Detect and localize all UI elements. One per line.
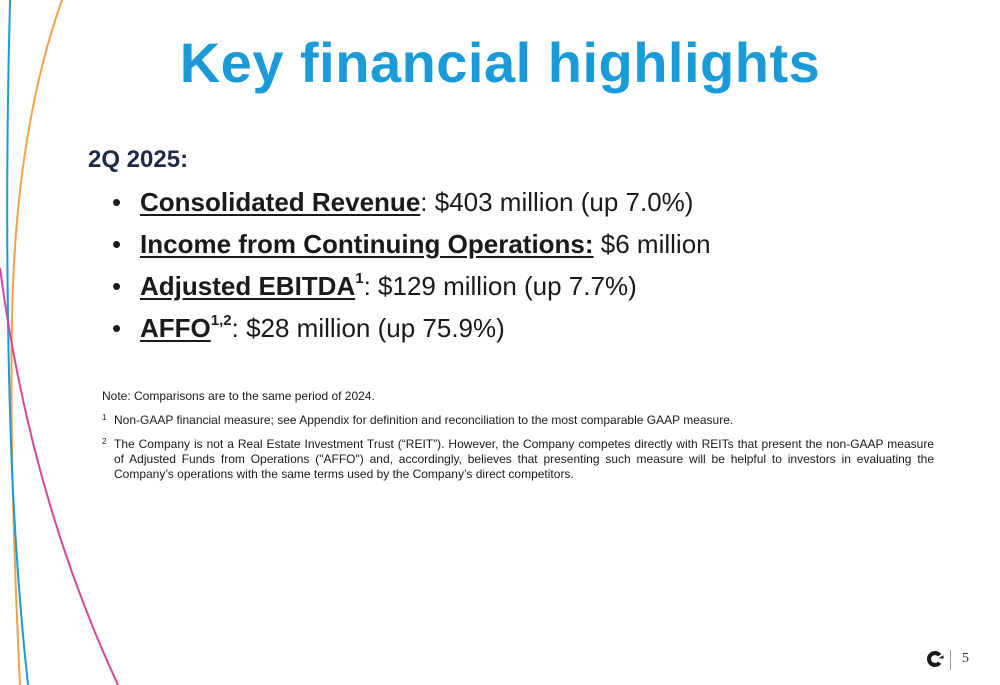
bullet-dot-icon: • [112,187,122,217]
footnote-mark: 1 [102,413,107,422]
footnote-text: Non-GAAP financial measure; see Appendix for definition and reconciliation to the most comparable GAAP measure. [114,413,734,427]
footnote-mark: 2 [102,437,107,446]
term-colon: : [231,313,239,343]
bullet-dot-icon: • [112,229,122,259]
footnote-reference: 1,2 [210,312,232,329]
footnote-reference: 1 [355,270,364,287]
company-logo-icon [926,650,944,668]
bullet-dot-icon: • [112,271,122,301]
footer-divider [950,650,951,670]
term-value: $6 million [593,229,711,259]
highlights-list [112,181,711,349]
period-heading: 2Q 2025: [88,146,189,173]
notes-section [102,389,934,491]
bullet-dot-icon: • [112,313,122,343]
footnote-text: The Company is not a Real Estate Investment Trust (“REIT”). However, the Company competes directly with REITs that present the non-GAAP measure of Adjusted Funds from Operations ("AFFO") and, accordingly, believes that presenting such measure will be helpful to investors in evaluating the Company’s operations with the same terms used by the Company’s direct competitors. [114,437,934,481]
list-item-adjusted-ebitda [112,265,711,307]
term-label: Income from Continuing Operations: [140,229,594,259]
term-label: Consolidated Revenue [140,187,421,217]
page-number: 5 [962,651,969,666]
list-item-consolidated-revenue [112,181,711,223]
list-item-income-continuing-operations [112,223,711,265]
term-label: Adjusted EBITDA [140,271,356,301]
comparison-note: Note: Comparisons are to the same period of 2024. [102,389,375,403]
term-colon: : [363,271,371,301]
term-colon: : [420,187,428,217]
footnote-1 [102,413,934,428]
list-item-affo [112,307,711,349]
term-label: AFFO [140,313,211,343]
footnote-2 [102,437,934,482]
page-title: Key financial highlights [179,31,821,94]
term-value: $129 million (up 7.7%) [370,271,637,301]
term-value: $403 million (up 7.0%) [427,187,694,217]
decorative-curve-blue [7,0,28,685]
term-value: $28 million (up 75.9%) [238,313,505,343]
